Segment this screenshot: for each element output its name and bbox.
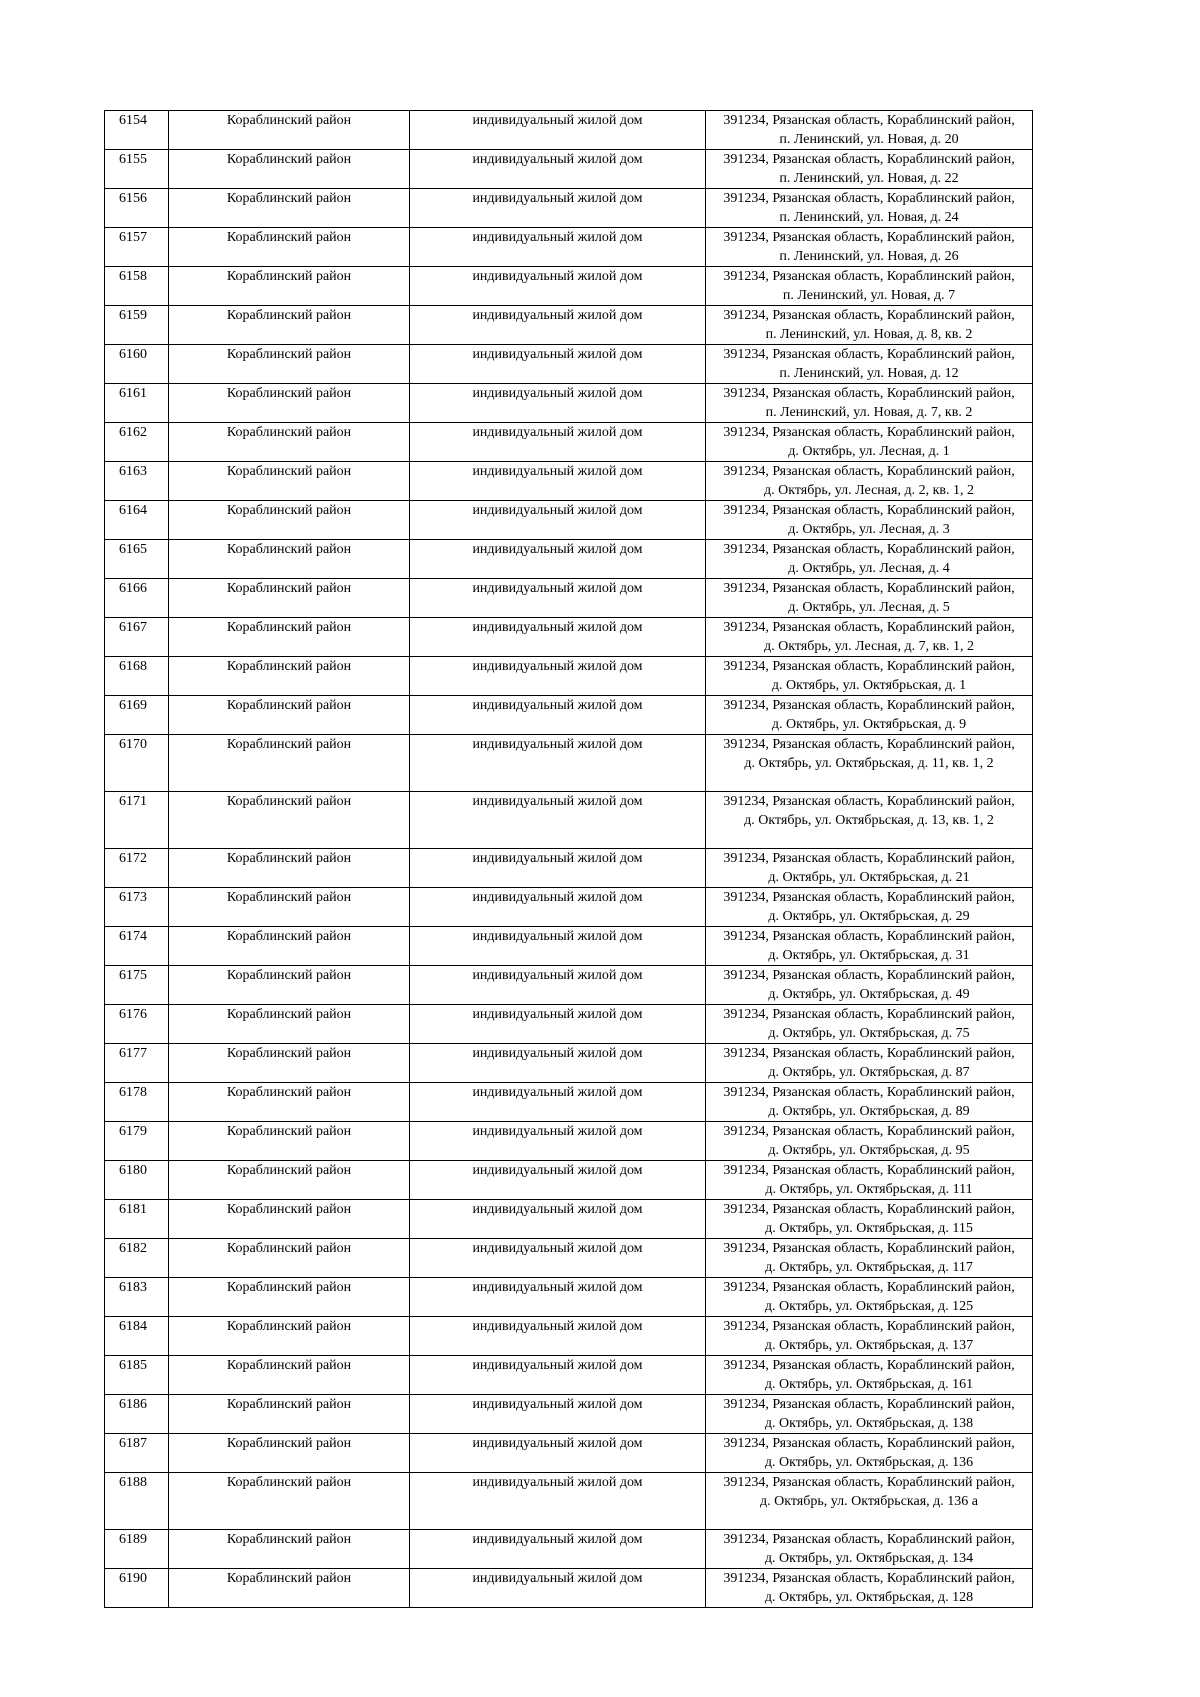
object-type-cell: индивидуальный жилой дом: [410, 306, 706, 345]
object-type-cell: индивидуальный жилой дом: [410, 540, 706, 579]
address-line-region: 391234, Рязанская область, Кораблинский район,: [723, 386, 1015, 401]
address-line-region: 391234, Рязанская область, Кораблинский район,: [723, 1007, 1015, 1022]
table-row: [105, 1317, 1033, 1356]
district-cell: Кораблинский район: [169, 888, 410, 927]
address-line-street: п. Ленинский, ул. Новая, д. 7, кв. 2: [765, 405, 973, 420]
address-line-region: 391234, Рязанская область, Кораблинский район,: [723, 503, 1015, 518]
address-line-street: д. Октябрь, ул. Октябрьская, д. 87: [768, 1065, 970, 1080]
table-row: [105, 1278, 1033, 1317]
address-line-region: 391234, Рязанская область, Кораблинский район,: [723, 347, 1015, 362]
table-row: [105, 1434, 1033, 1473]
row-number: 6184: [105, 1317, 169, 1356]
object-type-cell: индивидуальный жилой дом: [410, 111, 706, 150]
row-number: 6155: [105, 150, 169, 189]
address-cell: [706, 1395, 1033, 1434]
table-row: [105, 579, 1033, 618]
address-line-street: д. Октябрь, ул. Октябрьская, д. 161: [764, 1377, 974, 1392]
address-line-region: 391234, Рязанская область, Кораблинский район,: [723, 659, 1015, 674]
table-row: [105, 150, 1033, 189]
address-cell: [706, 1200, 1033, 1239]
address-line-region: 391234, Рязанская область, Кораблинский район,: [723, 230, 1015, 245]
district-cell: Кораблинский район: [169, 111, 410, 150]
table-row: [105, 618, 1033, 657]
table-row: [105, 462, 1033, 501]
address-cell: [706, 189, 1033, 228]
address-line-region: 391234, Рязанская область, Кораблинский район,: [723, 464, 1015, 479]
address-cell: [706, 849, 1033, 888]
table-row: [105, 267, 1033, 306]
address-line-street: п. Ленинский, ул. Новая, д. 20: [779, 132, 959, 147]
address-cell: [706, 384, 1033, 423]
row-number: 6186: [105, 1395, 169, 1434]
object-type-cell: индивидуальный жилой дом: [410, 1083, 706, 1122]
address-line-region: 391234, Рязанская область, Кораблинский район,: [723, 113, 1015, 128]
row-number: 6154: [105, 111, 169, 150]
table-row: [105, 501, 1033, 540]
district-cell: Кораблинский район: [169, 735, 410, 792]
address-line-street: д. Октябрь, ул. Октябрьская, д. 29: [768, 909, 970, 924]
address-line-region: 391234, Рязанская область, Кораблинский район,: [723, 737, 1015, 752]
district-cell: Кораблинский район: [169, 927, 410, 966]
object-type-cell: индивидуальный жилой дом: [410, 501, 706, 540]
address-cell: [706, 462, 1033, 501]
object-type-cell: индивидуальный жилой дом: [410, 345, 706, 384]
address-line-street: д. Октябрь, ул. Октябрьская, д. 134: [764, 1551, 974, 1566]
address-line-street: д. Октябрь, ул. Октябрьская, д. 89: [768, 1104, 970, 1119]
object-type-cell: индивидуальный жилой дом: [410, 1161, 706, 1200]
address-line-street: д. Октябрь, ул. Октябрьская, д. 31: [768, 948, 970, 963]
district-cell: Кораблинский район: [169, 267, 410, 306]
address-line-region: 391234, Рязанская область, Кораблинский район,: [723, 1163, 1015, 1178]
object-type-cell: индивидуальный жилой дом: [410, 1317, 706, 1356]
object-type-cell: индивидуальный жилой дом: [410, 1122, 706, 1161]
table-row: [105, 1044, 1033, 1083]
address-line-region: 391234, Рязанская область, Кораблинский район,: [723, 1085, 1015, 1100]
table-row: [105, 1356, 1033, 1395]
address-line-region: 391234, Рязанская область, Кораблинский район,: [723, 1436, 1015, 1451]
address-line-street: д. Октябрь, ул. Октябрьская, д. 11, кв. 1, 2: [744, 756, 994, 771]
address-cell: [706, 423, 1033, 462]
address-cell: [706, 1356, 1033, 1395]
address-cell: [706, 1239, 1033, 1278]
table-row: [105, 423, 1033, 462]
address-cell: [706, 1317, 1033, 1356]
district-cell: Кораблинский район: [169, 1569, 410, 1608]
district-cell: Кораблинский район: [169, 1122, 410, 1161]
address-line-region: 391234, Рязанская область, Кораблинский район,: [723, 890, 1015, 905]
table-row: [105, 1122, 1033, 1161]
address-cell: [706, 228, 1033, 267]
row-number: 6166: [105, 579, 169, 618]
address-line-region: 391234, Рязанская область, Кораблинский район,: [723, 191, 1015, 206]
address-cell: [706, 927, 1033, 966]
object-type-cell: индивидуальный жилой дом: [410, 150, 706, 189]
table-row: [105, 1083, 1033, 1122]
table-body: [105, 111, 1033, 1608]
address-cell: [706, 1083, 1033, 1122]
address-cell: [706, 1434, 1033, 1473]
address-line-street: д. Октябрь, ул. Октябрьская, д. 136 а: [759, 1494, 978, 1509]
district-cell: Кораблинский район: [169, 1161, 410, 1200]
address-line-street: д. Октябрь, ул. Октябрьская, д. 128: [764, 1590, 974, 1605]
table-row: [105, 384, 1033, 423]
row-number: 6161: [105, 384, 169, 423]
address-cell: [706, 1530, 1033, 1569]
address-line-region: 391234, Рязанская область, Кораблинский район,: [723, 1358, 1015, 1373]
address-cell: [706, 1278, 1033, 1317]
table-row: [105, 927, 1033, 966]
object-type-cell: индивидуальный жилой дом: [410, 1356, 706, 1395]
address-line-region: 391234, Рязанская область, Кораблинский район,: [723, 1397, 1015, 1412]
table-row: [105, 306, 1033, 345]
district-cell: Кораблинский район: [169, 228, 410, 267]
address-line-region: 391234, Рязанская область, Кораблинский район,: [723, 1571, 1015, 1586]
address-line-region: 391234, Рязанская область, Кораблинский район,: [723, 1319, 1015, 1334]
address-line-street: д. Октябрь, ул. Лесная, д. 7, кв. 1, 2: [764, 639, 974, 654]
district-cell: Кораблинский район: [169, 1044, 410, 1083]
address-line-region: 391234, Рязанская область, Кораблинский район,: [723, 1532, 1015, 1547]
row-number: 6157: [105, 228, 169, 267]
row-number: 6190: [105, 1569, 169, 1608]
address-line-street: д. Октябрь, ул. Октябрьская, д. 137: [764, 1338, 974, 1353]
object-type-cell: индивидуальный жилой дом: [410, 1239, 706, 1278]
district-cell: Кораблинский район: [169, 1356, 410, 1395]
object-type-cell: индивидуальный жилой дом: [410, 657, 706, 696]
object-type-cell: индивидуальный жилой дом: [410, 1569, 706, 1608]
address-line-street: д. Октябрь, ул. Октябрьская, д. 136: [764, 1455, 974, 1470]
address-line-region: 391234, Рязанская область, Кораблинский район,: [723, 1202, 1015, 1217]
district-cell: Кораблинский район: [169, 540, 410, 579]
row-number: 6173: [105, 888, 169, 927]
address-cell: [706, 696, 1033, 735]
table-row: [105, 1200, 1033, 1239]
address-line-street: д. Октябрь, ул. Лесная, д. 1: [788, 444, 950, 459]
row-number: 6174: [105, 927, 169, 966]
object-type-cell: индивидуальный жилой дом: [410, 579, 706, 618]
row-number: 6169: [105, 696, 169, 735]
district-cell: Кораблинский район: [169, 579, 410, 618]
address-line-region: 391234, Рязанская область, Кораблинский район,: [723, 851, 1015, 866]
address-line-street: д. Октябрь, ул. Лесная, д. 4: [788, 561, 950, 576]
address-cell: [706, 306, 1033, 345]
address-line-street: д. Октябрь, ул. Октябрьская, д. 1: [771, 678, 967, 693]
district-cell: Кораблинский район: [169, 345, 410, 384]
address-line-region: 391234, Рязанская область, Кораблинский район,: [723, 269, 1015, 284]
row-number: 6159: [105, 306, 169, 345]
address-cell: [706, 657, 1033, 696]
object-type-cell: индивидуальный жилой дом: [410, 189, 706, 228]
object-type-cell: индивидуальный жилой дом: [410, 1044, 706, 1083]
address-line-street: п. Ленинский, ул. Новая, д. 7: [782, 288, 956, 303]
row-number: 6170: [105, 735, 169, 792]
object-type-cell: индивидуальный жилой дом: [410, 1395, 706, 1434]
address-line-street: д. Октябрь, ул. Октябрьская, д. 115: [765, 1221, 973, 1236]
addresses-table: [104, 110, 1033, 1608]
address-cell: [706, 792, 1033, 849]
object-type-cell: индивидуальный жилой дом: [410, 423, 706, 462]
row-number: 6162: [105, 423, 169, 462]
address-cell: [706, 111, 1033, 150]
row-number: 6156: [105, 189, 169, 228]
row-number: 6188: [105, 1473, 169, 1530]
address-cell: [706, 1569, 1033, 1608]
table-row: [105, 540, 1033, 579]
row-number: 6168: [105, 657, 169, 696]
district-cell: Кораблинский район: [169, 1005, 410, 1044]
district-cell: Кораблинский район: [169, 1083, 410, 1122]
row-number: 6172: [105, 849, 169, 888]
row-number: 6165: [105, 540, 169, 579]
address-line-street: д. Октябрь, ул. Октябрьская, д. 117: [765, 1260, 973, 1275]
object-type-cell: индивидуальный жилой дом: [410, 1278, 706, 1317]
row-number: 6180: [105, 1161, 169, 1200]
address-cell: [706, 1122, 1033, 1161]
object-type-cell: индивидуальный жилой дом: [410, 735, 706, 792]
address-line-street: п. Ленинский, ул. Новая, д. 8, кв. 2: [765, 327, 973, 342]
address-cell: [706, 888, 1033, 927]
row-number: 6163: [105, 462, 169, 501]
address-cell: [706, 345, 1033, 384]
table-row: [105, 1569, 1033, 1608]
object-type-cell: индивидуальный жилой дом: [410, 1434, 706, 1473]
district-cell: Кораблинский район: [169, 423, 410, 462]
address-cell: [706, 1044, 1033, 1083]
district-cell: Кораблинский район: [169, 1395, 410, 1434]
row-number: 6182: [105, 1239, 169, 1278]
table-row: [105, 657, 1033, 696]
table-row: [105, 1395, 1033, 1434]
address-cell: [706, 735, 1033, 792]
district-cell: Кораблинский район: [169, 501, 410, 540]
address-line-street: д. Октябрь, ул. Октябрьская, д. 21: [768, 870, 970, 885]
object-type-cell: индивидуальный жилой дом: [410, 618, 706, 657]
district-cell: Кораблинский район: [169, 696, 410, 735]
table-row: [105, 1161, 1033, 1200]
object-type-cell: индивидуальный жилой дом: [410, 927, 706, 966]
object-type-cell: индивидуальный жилой дом: [410, 228, 706, 267]
row-number: 6187: [105, 1434, 169, 1473]
address-cell: [706, 966, 1033, 1005]
address-cell: [706, 618, 1033, 657]
address-line-region: 391234, Рязанская область, Кораблинский район,: [723, 1280, 1015, 1295]
district-cell: Кораблинский район: [169, 150, 410, 189]
address-line-street: п. Ленинский, ул. Новая, д. 24: [779, 210, 959, 225]
row-number: 6183: [105, 1278, 169, 1317]
object-type-cell: индивидуальный жилой дом: [410, 888, 706, 927]
object-type-cell: индивидуальный жилой дом: [410, 966, 706, 1005]
district-cell: Кораблинский район: [169, 1317, 410, 1356]
address-line-street: д. Октябрь, ул. Октябрьская, д. 138: [764, 1416, 974, 1431]
row-number: 6179: [105, 1122, 169, 1161]
address-line-region: 391234, Рязанская область, Кораблинский район,: [723, 620, 1015, 635]
table-row: [105, 792, 1033, 849]
object-type-cell: индивидуальный жилой дом: [410, 849, 706, 888]
address-line-region: 391234, Рязанская область, Кораблинский район,: [723, 152, 1015, 167]
address-line-street: д. Октябрь, ул. Октябрьская, д. 9: [771, 717, 967, 732]
row-number: 6171: [105, 792, 169, 849]
address-line-region: 391234, Рязанская область, Кораблинский район,: [723, 929, 1015, 944]
table-row: [105, 111, 1033, 150]
object-type-cell: индивидуальный жилой дом: [410, 384, 706, 423]
address-cell: [706, 501, 1033, 540]
address-line-region: 391234, Рязанская область, Кораблинский район,: [723, 425, 1015, 440]
address-line-region: 391234, Рязанская область, Кораблинский район,: [723, 698, 1015, 713]
address-line-region: 391234, Рязанская область, Кораблинский район,: [723, 1241, 1015, 1256]
object-type-cell: индивидуальный жилой дом: [410, 1530, 706, 1569]
object-type-cell: индивидуальный жилой дом: [410, 696, 706, 735]
row-number: 6160: [105, 345, 169, 384]
district-cell: Кораблинский район: [169, 849, 410, 888]
row-number: 6181: [105, 1200, 169, 1239]
table-row: [105, 228, 1033, 267]
row-number: 6185: [105, 1356, 169, 1395]
table-row: [105, 1530, 1033, 1569]
address-line-street: д. Октябрь, ул. Октябрьская, д. 75: [768, 1026, 970, 1041]
district-cell: Кораблинский район: [169, 189, 410, 228]
row-number: 6175: [105, 966, 169, 1005]
district-cell: Кораблинский район: [169, 966, 410, 1005]
table-row: [105, 966, 1033, 1005]
row-number: 6164: [105, 501, 169, 540]
table-row: [105, 345, 1033, 384]
table-row: [105, 696, 1033, 735]
district-cell: Кораблинский район: [169, 306, 410, 345]
row-number: 6158: [105, 267, 169, 306]
address-cell: [706, 1005, 1033, 1044]
table-row: [105, 888, 1033, 927]
district-cell: Кораблинский район: [169, 1473, 410, 1530]
address-cell: [706, 1473, 1033, 1530]
address-cell: [706, 540, 1033, 579]
address-line-region: 391234, Рязанская область, Кораблинский район,: [723, 308, 1015, 323]
table-row: [105, 1473, 1033, 1530]
row-number: 6167: [105, 618, 169, 657]
district-cell: Кораблинский район: [169, 384, 410, 423]
district-cell: Кораблинский район: [169, 1239, 410, 1278]
address-line-region: 391234, Рязанская область, Кораблинский район,: [723, 1124, 1015, 1139]
address-line-region: 391234, Рязанская область, Кораблинский район,: [723, 794, 1015, 809]
address-line-street: д. Октябрь, ул. Лесная, д. 2, кв. 1, 2: [764, 483, 974, 498]
address-line-region: 391234, Рязанская область, Кораблинский район,: [723, 542, 1015, 557]
address-line-street: д. Октябрь, ул. Октябрьская, д. 125: [764, 1299, 974, 1314]
district-cell: Кораблинский район: [169, 462, 410, 501]
district-cell: Кораблинский район: [169, 1278, 410, 1317]
object-type-cell: индивидуальный жилой дом: [410, 1200, 706, 1239]
district-cell: Кораблинский район: [169, 1434, 410, 1473]
table-row: [105, 1239, 1033, 1278]
address-line-street: д. Октябрь, ул. Октябрьская, д. 111: [765, 1182, 973, 1197]
object-type-cell: индивидуальный жилой дом: [410, 792, 706, 849]
address-line-street: д. Октябрь, ул. Октябрьская, д. 13, кв. 1, 2: [744, 813, 994, 828]
district-cell: Кораблинский район: [169, 618, 410, 657]
table-row: [105, 189, 1033, 228]
object-type-cell: индивидуальный жилой дом: [410, 1005, 706, 1044]
address-line-street: д. Октябрь, ул. Лесная, д. 5: [788, 600, 950, 615]
address-line-region: 391234, Рязанская область, Кораблинский район,: [723, 1046, 1015, 1061]
address-cell: [706, 267, 1033, 306]
object-type-cell: индивидуальный жилой дом: [410, 462, 706, 501]
address-cell: [706, 579, 1033, 618]
row-number: 6178: [105, 1083, 169, 1122]
address-line-street: п. Ленинский, ул. Новая, д. 12: [779, 366, 959, 381]
address-line-street: д. Октябрь, ул. Октябрьская, д. 95: [768, 1143, 970, 1158]
table-row: [105, 735, 1033, 792]
address-line-street: п. Ленинский, ул. Новая, д. 22: [779, 171, 959, 186]
row-number: 6177: [105, 1044, 169, 1083]
address-line-street: д. Октябрь, ул. Октябрьская, д. 49: [768, 987, 970, 1002]
address-line-region: 391234, Рязанская область, Кораблинский район,: [723, 581, 1015, 596]
row-number: 6189: [105, 1530, 169, 1569]
object-type-cell: индивидуальный жилой дом: [410, 267, 706, 306]
object-type-cell: индивидуальный жилой дом: [410, 1473, 706, 1530]
address-cell: [706, 150, 1033, 189]
address-line-street: д. Октябрь, ул. Лесная, д. 3: [788, 522, 950, 537]
address-cell: [706, 1161, 1033, 1200]
address-line-region: 391234, Рязанская область, Кораблинский район,: [723, 968, 1015, 983]
district-cell: Кораблинский район: [169, 792, 410, 849]
district-cell: Кораблинский район: [169, 1200, 410, 1239]
address-line-region: 391234, Рязанская область, Кораблинский район,: [723, 1475, 1015, 1490]
table-row: [105, 1005, 1033, 1044]
district-cell: Кораблинский район: [169, 1530, 410, 1569]
table-row: [105, 849, 1033, 888]
row-number: 6176: [105, 1005, 169, 1044]
address-line-street: п. Ленинский, ул. Новая, д. 26: [779, 249, 959, 264]
district-cell: Кораблинский район: [169, 657, 410, 696]
